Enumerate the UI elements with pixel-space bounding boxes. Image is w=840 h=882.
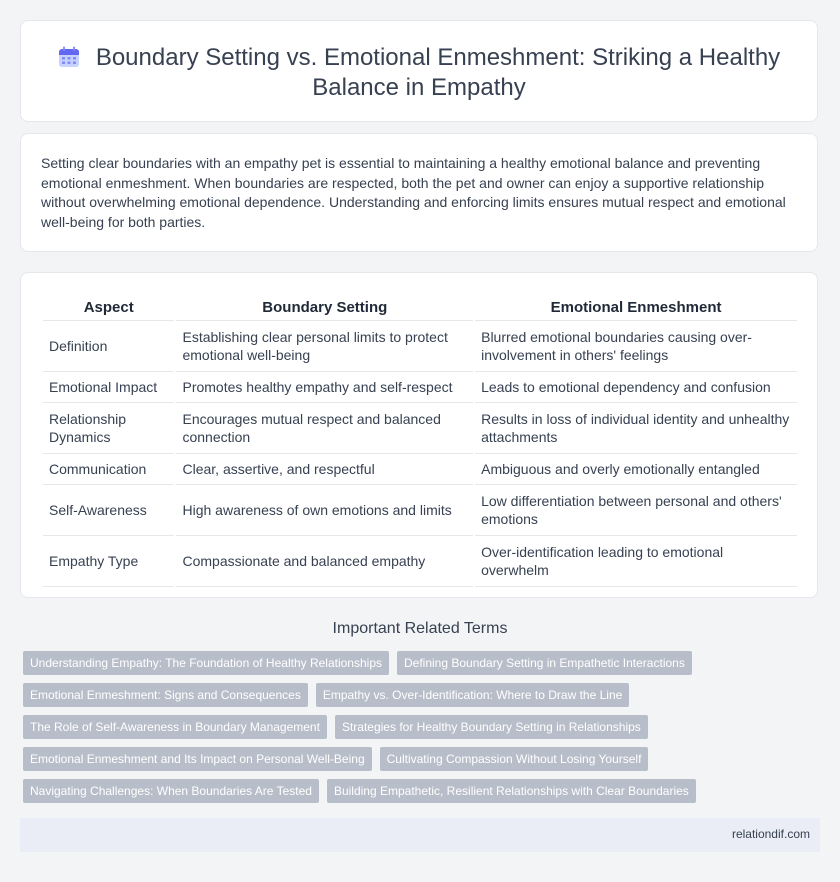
related-term-link[interactable]: Strategies for Healthy Boundary Setting in Relationships — [335, 715, 648, 739]
page-title — [49, 43, 789, 103]
table-cell: Blurred emotional boundaries causing over-involvement in others' feelings — [475, 321, 797, 372]
table-row — [43, 454, 797, 485]
tag-row — [23, 779, 823, 811]
table-cell: Communication — [43, 454, 174, 485]
table-cell: Definition — [43, 321, 174, 372]
related-term-link[interactable]: Cultivating Compassion Without Losing Yourself — [380, 747, 649, 771]
table-cell: Encourages mutual respect and balanced connection — [176, 403, 473, 454]
table-cell: Emotional Impact — [43, 372, 174, 403]
related-terms-heading: Important Related Terms — [332, 620, 508, 637]
footer — [20, 818, 820, 852]
table-cell: Clear, assertive, and respectful — [176, 454, 473, 485]
comparison-table — [41, 294, 799, 587]
comparison-card — [20, 272, 818, 598]
intro-card — [20, 133, 818, 252]
table-cell: Low differentiation between personal and others' emotions — [475, 485, 797, 536]
page-title-text: Boundary Setting vs. Emotional Enmeshment: Striking a Healthy Balance in Empathy — [95, 44, 781, 101]
related-term-link[interactable]: Understanding Empathy: The Foundation of Healthy Relationships — [23, 651, 389, 675]
table-cell: Ambiguous and overly emotionally entangled — [475, 454, 797, 485]
table-cell: Self-Awareness — [43, 485, 174, 536]
tag-row — [23, 715, 823, 747]
intro-paragraph: Setting clear boundaries with an empathy pet is essential to maintaining a healthy emotional balance and preventing emotional enmeshment. When boundaries are respected, both the pet and owner can enjoy a supportive relationship without overwhelming emotional dependence. Understanding and enforcing limits ensures mutual respect and emotional well-being for both parties. — [41, 155, 786, 230]
footer-site-link[interactable]: relationdif.com — [731, 827, 810, 841]
related-term-link[interactable]: Navigating Challenges: When Boundaries Are Tested — [23, 779, 319, 803]
tag-row — [23, 747, 823, 779]
table-cell: Promotes healthy empathy and self-respect — [176, 372, 473, 403]
related-term-link[interactable]: Building Empathetic, Resilient Relationships with Clear Boundaries — [327, 779, 696, 803]
title-card — [20, 20, 818, 122]
table-cell: High awareness of own emotions and limits — [176, 485, 473, 536]
table-row — [43, 536, 797, 587]
column-header: Emotional Enmeshment — [475, 294, 797, 321]
related-term-link[interactable]: Defining Boundary Setting in Empathetic Interactions — [397, 651, 692, 675]
table-row — [43, 321, 797, 372]
tag-row — [23, 651, 823, 683]
table-row — [43, 403, 797, 454]
column-header: Aspect — [43, 294, 174, 321]
table-cell: Results in loss of individual identity and unhealthy attachments — [475, 403, 797, 454]
table-header-row — [43, 294, 797, 321]
table-cell: Establishing clear personal limits to protect emotional well-being — [176, 321, 473, 372]
table-cell: Compassionate and balanced empathy — [176, 536, 473, 587]
related-terms-list — [23, 651, 823, 811]
tag-row — [23, 683, 823, 715]
calendar-icon — [58, 46, 80, 68]
related-term-link[interactable]: Emotional Enmeshment: Signs and Consequences — [23, 683, 308, 707]
table-row — [43, 485, 797, 536]
related-term-link[interactable]: Emotional Enmeshment and Its Impact on Personal Well-Being — [23, 747, 372, 771]
related-term-link[interactable]: The Role of Self-Awareness in Boundary Management — [23, 715, 327, 739]
column-header: Boundary Setting — [176, 294, 473, 321]
table-cell: Empathy Type — [43, 536, 174, 587]
table-row — [43, 372, 797, 403]
table-cell: Relationship Dynamics — [43, 403, 174, 454]
related-term-link[interactable]: Empathy vs. Over-Identification: Where to Draw the Line — [316, 683, 629, 707]
table-cell: Leads to emotional dependency and confusion — [475, 372, 797, 403]
table-cell: Over-identification leading to emotional overwhelm — [475, 536, 797, 587]
